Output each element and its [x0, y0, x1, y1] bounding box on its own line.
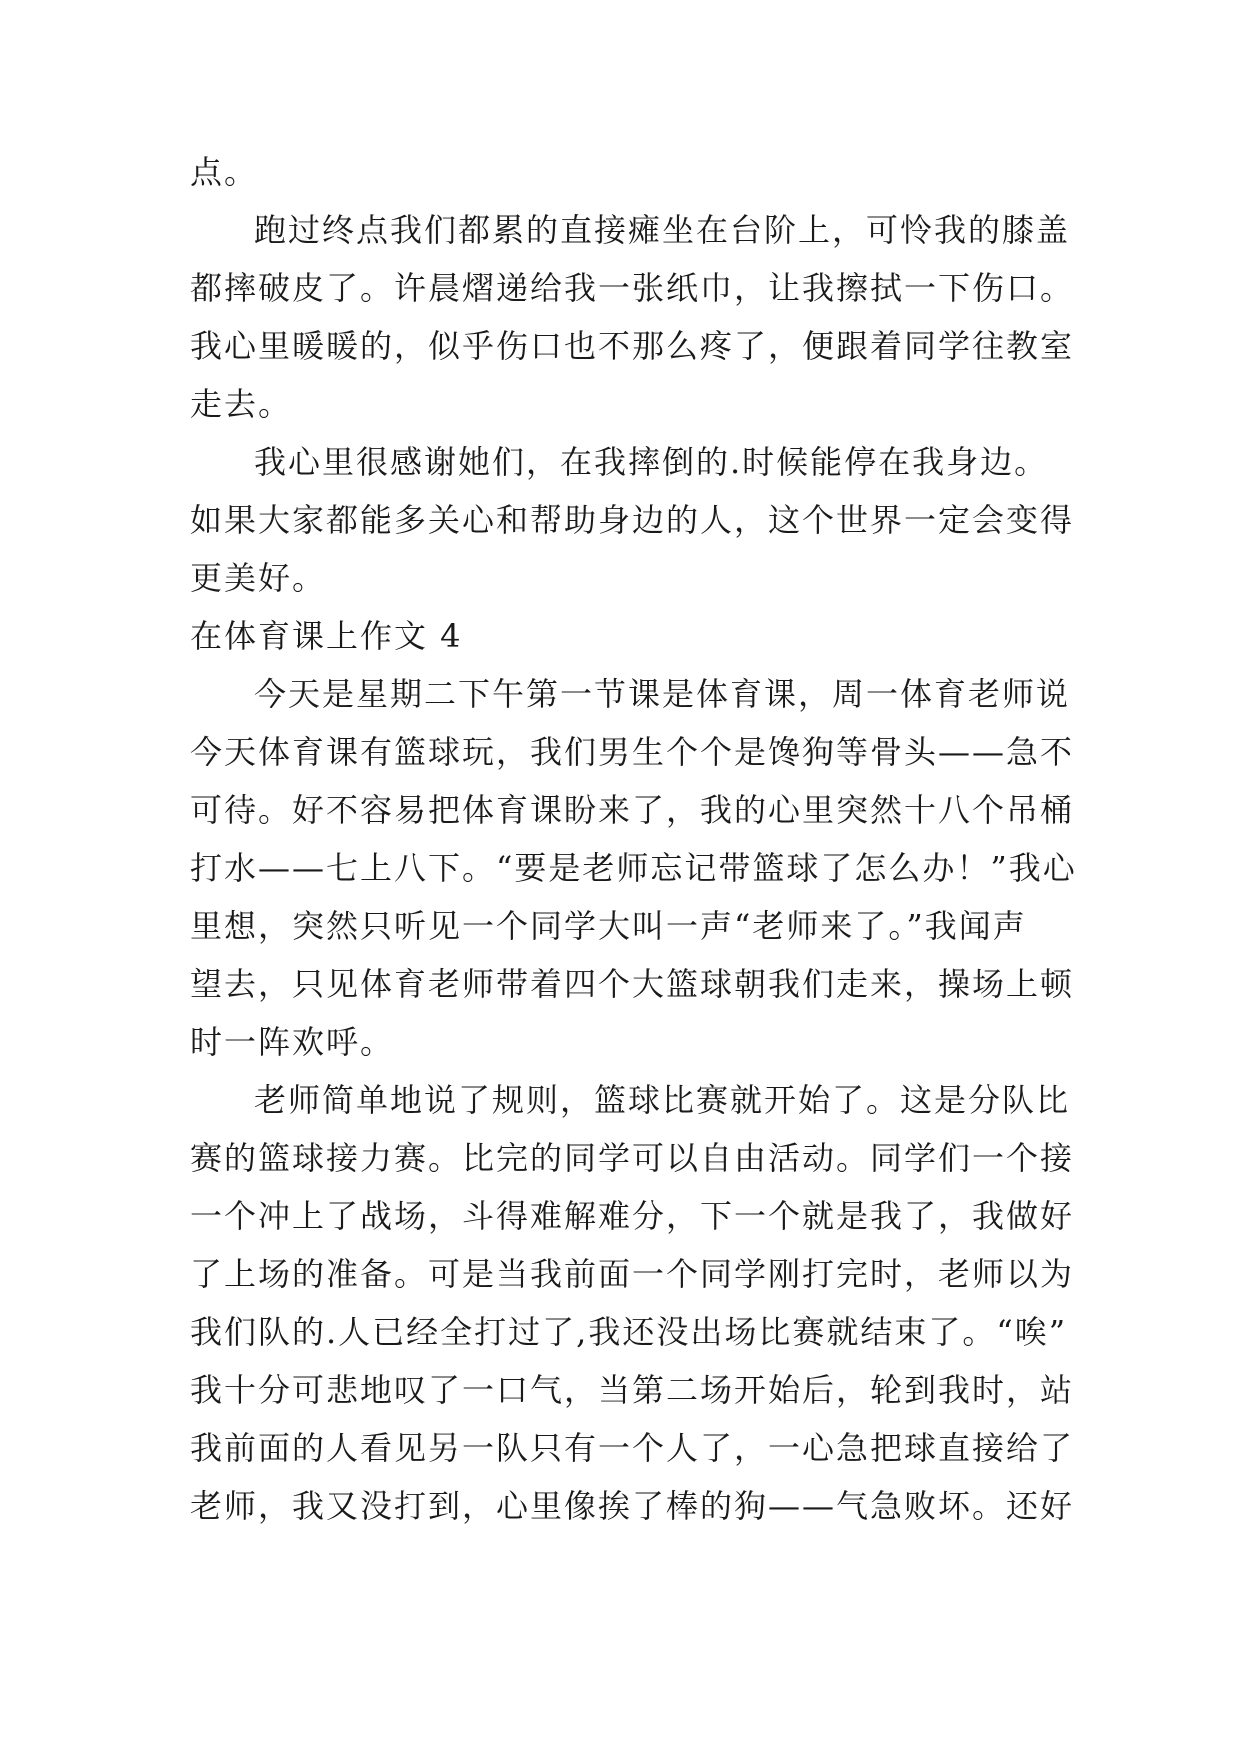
- section-heading: 在体育课上作文 4: [190, 617, 463, 655]
- paragraph-start-line: 我心里很感谢她们，在我摔倒的.时候能停在我身边。: [254, 443, 1049, 481]
- paragraph-start-line: 老师简单地说了规则，篮球比赛就开始了。这是分队比: [254, 1081, 1071, 1119]
- text-line-11: 今天体育课有篮球玩，我们男生个个是馋狗等骨头——急不: [190, 733, 1075, 771]
- text-line-21: 我们队的.人已经全打过了,我还没出场比赛就结束了。“唉”: [190, 1313, 1068, 1351]
- text-line-20: 了上场的准备。可是当我前面一个同学刚打完时，老师以为: [190, 1255, 1075, 1293]
- text-line-3: 都摔破皮了。许晨熠递给我一张纸巾，让我擦拭一下伤口。: [190, 269, 1075, 307]
- text-line-8: 更美好。: [190, 559, 327, 597]
- text-line-4: 我心里暖暖的，似乎伤口也不那么疼了，便跟着同学往教室: [190, 327, 1075, 365]
- text-line-14: 里想，突然只听见一个同学大叫一声“老师来了。”我闻声: [190, 907, 1027, 945]
- text-line-23: 我前面的人看见另一队只有一个人了，一心急把球直接给了: [190, 1429, 1075, 1467]
- text-line-1: 点。: [190, 153, 259, 191]
- text-line-24: 老师，我又没打到，心里像挨了棒的狗——气急败坏。还好: [190, 1487, 1075, 1525]
- paragraph-start-line: 跑过终点我们都累的直接瘫坐在台阶上，可怜我的膝盖: [254, 211, 1071, 249]
- text-line-19: 一个冲上了战场，斗得难解难分，下一个就是我了，我做好: [190, 1197, 1075, 1235]
- text-line-18: 赛的篮球接力赛。比完的同学可以自由活动。同学们一个接: [190, 1139, 1075, 1177]
- paragraph-start-line: 今天是星期二下午第一节课是体育课，周一体育老师说: [254, 675, 1071, 713]
- text-line-13: 打水——七上八下。“要是老师忘记带篮球了怎么办！”我心: [190, 849, 1077, 887]
- text-line-15: 望去，只见体育老师带着四个大篮球朝我们走来，操场上顿: [190, 965, 1075, 1003]
- text-line-12: 可待。好不容易把体育课盼来了，我的心里突然十八个吊桶: [190, 791, 1075, 829]
- text-line-7: 如果大家都能多关心和帮助身边的人，这个世界一定会变得: [190, 501, 1075, 539]
- text-line-16: 时一阵欢呼。: [190, 1023, 395, 1061]
- text-line-22: 我十分可悲地叹了一口气，当第二场开始后，轮到我时，站: [190, 1371, 1075, 1409]
- text-line-5: 走去。: [190, 385, 293, 423]
